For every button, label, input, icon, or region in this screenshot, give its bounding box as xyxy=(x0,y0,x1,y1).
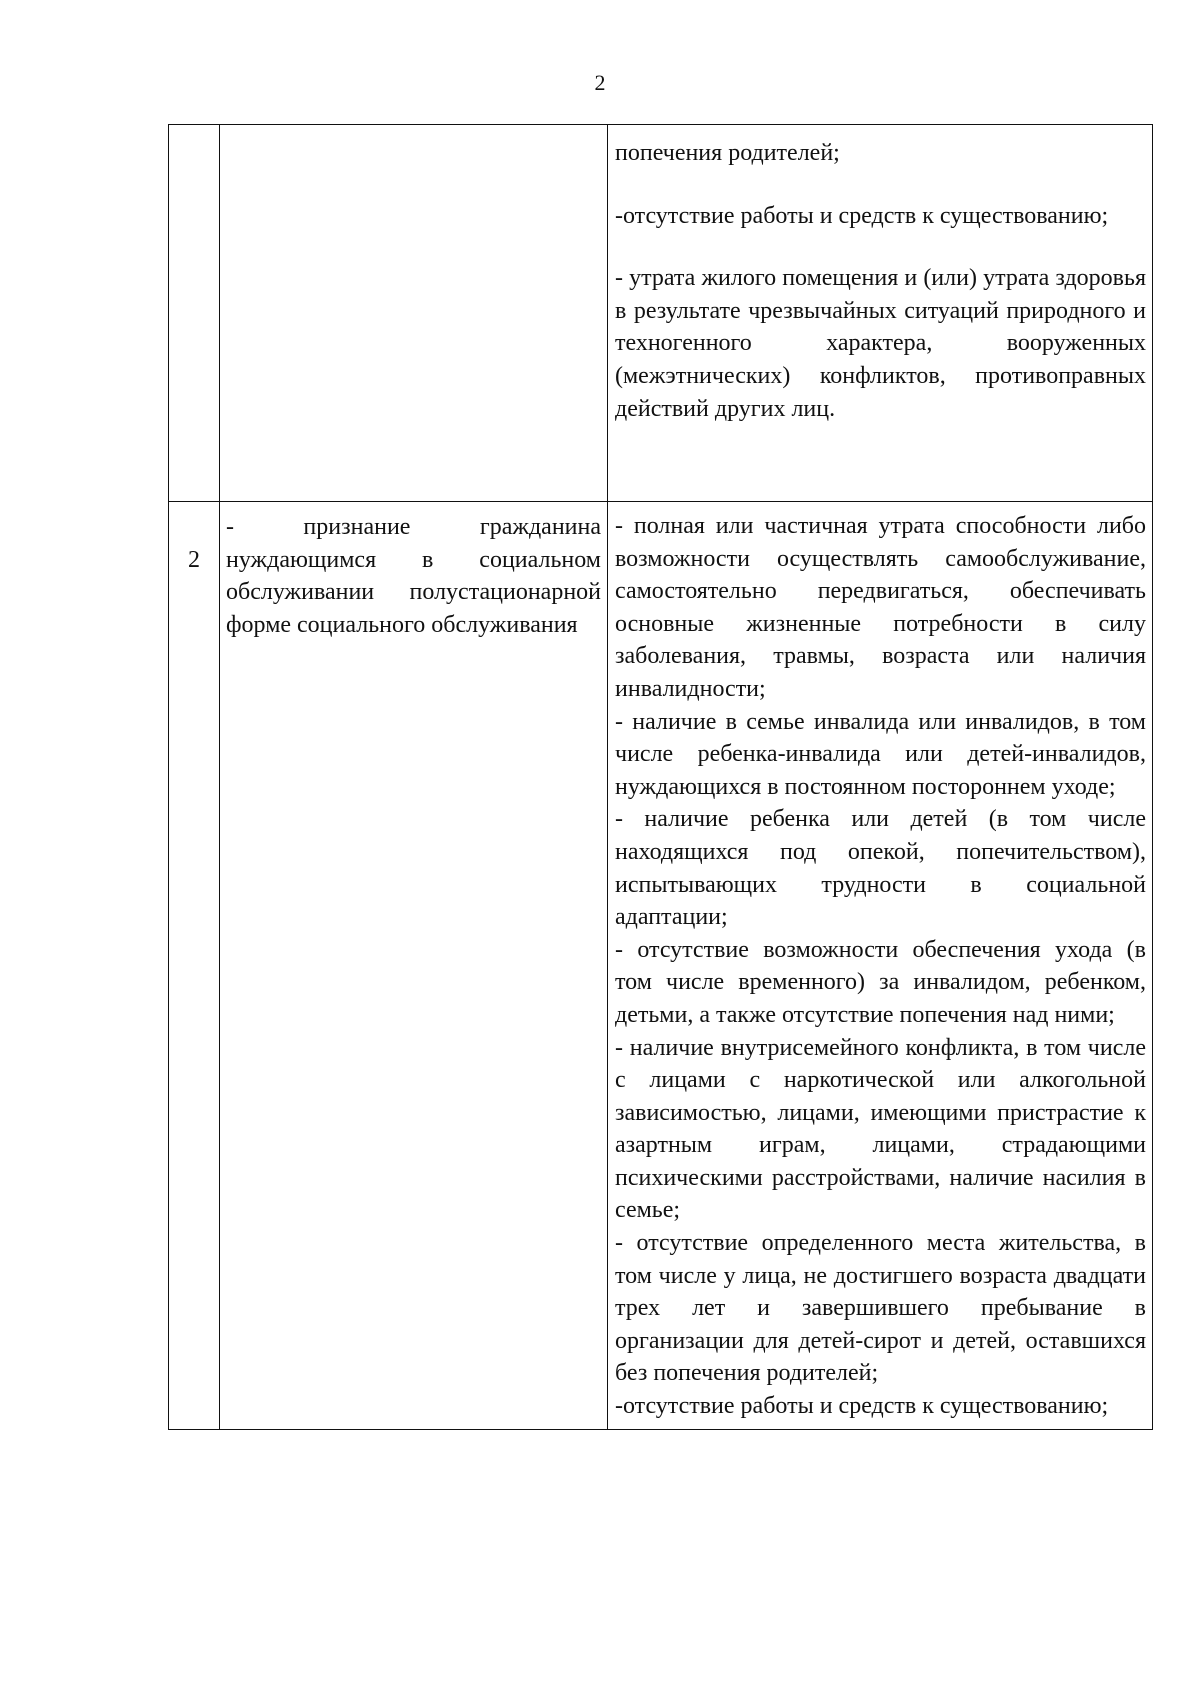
criterion-cell xyxy=(220,502,608,1430)
row-number-cell xyxy=(169,502,220,1430)
circumstance-item: - наличие внутрисемейного конфликта, в том числе с лицами с наркотической или алкогольной зависимостью, лицами, имеющими пристрастие к азартным играм, лицами, страдающими психическими расстройствами, наличие насилия в семье; xyxy=(615,1034,1146,1224)
row-number xyxy=(169,125,219,167)
circumstance-item: - утрата жилого помещения и (или) утрата здоровья в результате чрезвычайных ситуаций природного и техногенного характера, вооруженных (межэтнических) конфликтов, противоправных действий других лиц. xyxy=(615,265,1146,422)
circumstance-item: попечения родителей; xyxy=(615,140,840,166)
circumstances-cell xyxy=(608,502,1153,1430)
circumstance-item: - отсутствие возможности обеспечения ухода (в том числе временного) за инвалидом, ребенком, детьми, а также отсутствие попечения над ними; xyxy=(615,936,1146,1028)
circumstance-item: -отсутствие работы и средств к существованию; xyxy=(615,202,1109,229)
row-number-cell xyxy=(169,125,220,502)
criteria-table xyxy=(168,124,1153,1430)
table-row-continued xyxy=(169,125,1153,502)
page-number: 2 xyxy=(594,70,606,95)
circumstances-cell xyxy=(608,125,1153,502)
table-row xyxy=(169,502,1153,1430)
row-number: 2 xyxy=(188,547,200,573)
criterion-text: - признание гражданина нуждающимся в социальном обслуживании полустационарной форме социального обслуживания xyxy=(226,514,601,638)
circumstance-item: - отсутствие определенного места жительства, в том числе у лица, не достигшего возраста двадцати трех лет и завершившего пребывание в организации для детей-сирот и детей, оставшихся без попечения родителей; xyxy=(615,1230,1146,1387)
criterion-cell xyxy=(220,125,608,502)
circumstance-item: - наличие в семье инвалида или инвалидов, в том числе ребенка-инвалида или детей-инвалидов, нуждающихся в постоянном постороннем уходе; xyxy=(615,708,1146,800)
circumstance-item: - наличие ребенка или детей (в том числе находящихся под опекой, попечительством), испытывающих трудности в социальной адаптации; xyxy=(615,806,1146,931)
circumstance-item: - полная или частичная утрата способности либо возможности осуществлять самообслуживание, самостоятельно передвигаться, обеспечивать основные жизненные потребности в силу заболевания, травмы, возраста или наличия инвалидности; xyxy=(615,513,1146,702)
circumstance-item: -отсутствие работы и средств к существованию; xyxy=(615,1393,1109,1420)
